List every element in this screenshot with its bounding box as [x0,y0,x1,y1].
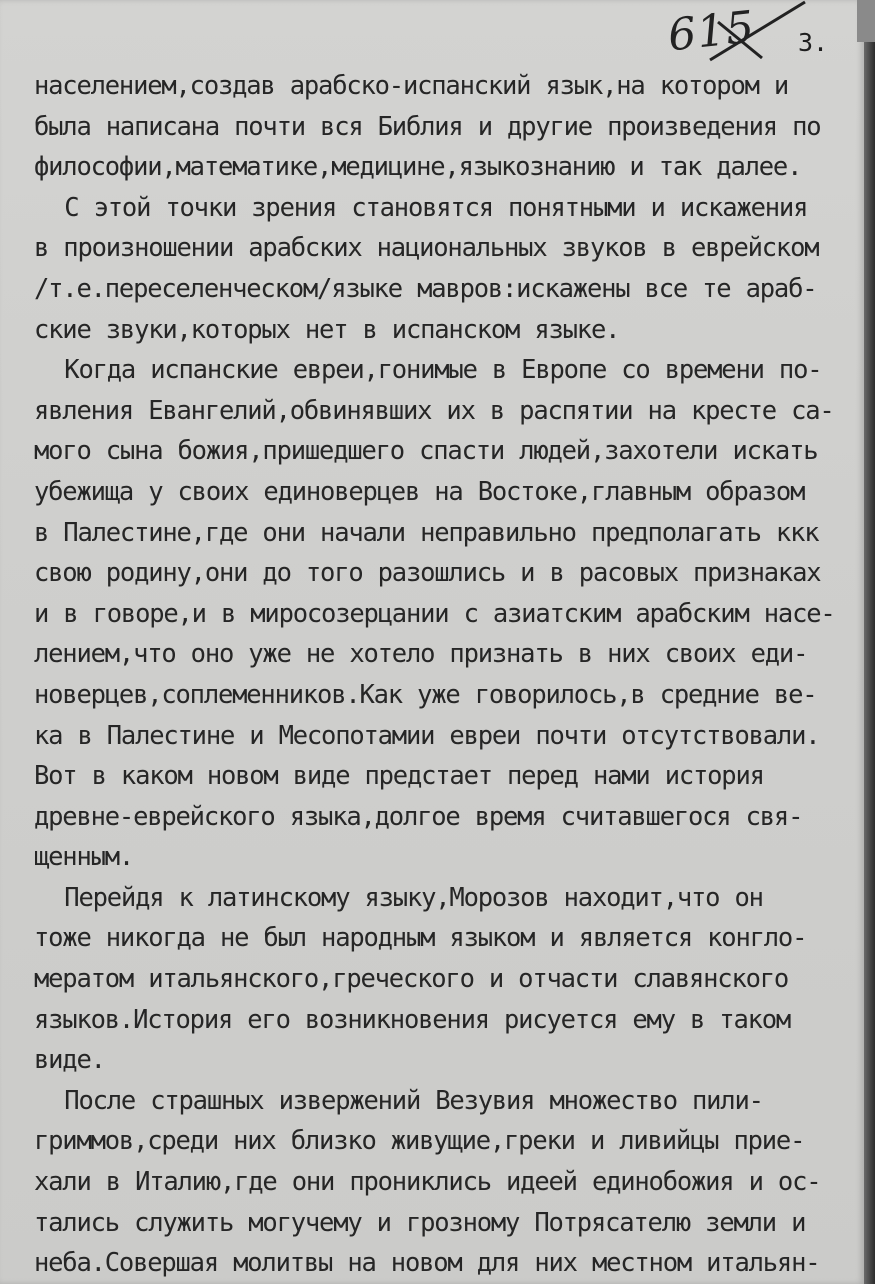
text-line: После страшных извержений Везувия множество пили- [34,1085,763,1116]
text-line: Перейдя к латинскому языку,Морозов находит,что он [34,882,763,913]
text-line: мератом итальянского,греческого и отчасти славянского [34,964,789,995]
text-line: хали в Италию,где они прониклись идеей единобожия и ос- [34,1167,821,1198]
page-edge-shadow [864,0,875,1284]
handwritten-archive-number: 615 [665,1,758,62]
text-line: тоже никогда не был народным языком и является конгло- [34,923,807,954]
text-line: виде. [34,1045,105,1076]
text-line: населением,создав арабско-испанский язык,на котором и [34,71,789,101]
page-number: 3. [798,28,829,57]
text-line: тались служить могучему и грозному Потрясателю земли и [34,1207,806,1238]
text-line: ские звуки,которых нет в испанском языке. [34,314,620,345]
text-line: древне-еврейского языка,долгое время считавшегося свя- [34,801,803,832]
text-line: явления Евангелий,обвинявших их в распятии на кресте са- [34,395,834,426]
text-line: ка в Палестине и Месопотамии евреи почти отсутствовали. [34,720,820,751]
text-line: языков.История его возникновения рисуется ему в таком [34,1004,791,1035]
text-line: философии,математике,медицине,языкознанию и так далее. [34,152,802,183]
page-corner [857,0,875,42]
text-line: убежища у своих единоверцев на Востоке,главным образом [34,476,805,507]
text-line: мого сына божия,пришедшего спасти людей,захотели искать [34,436,818,467]
text-line: и в говоре,и в миросозерцании с азиатским арабским насе- [34,598,835,629]
text-line: гриммов,среди них близко живущие,греки и ливийцы прие- [34,1126,805,1157]
text-line: лением,что оно уже не хотело признать в них своих еди- [34,639,808,670]
text-line: Когда испанские евреи,гонимые в Европе со времени по- [34,355,822,386]
text-line: неба.Совершая молитвы на новом для них местном итальян- [34,1248,820,1279]
text-line: щенным. [34,842,134,873]
text-line: была написана почти вся Библия и другие произведения по [34,111,821,142]
text-line: новерцев,соплеменников.Как уже говорилось,в средние ве- [34,679,817,710]
text-line: свою родину,они до того разошлись и в расовых признаках [34,558,821,589]
text-line: Вот в каком новом виде предстает перед нами история [34,761,764,792]
typewritten-text [34,66,864,1284]
text-line: в произношении арабских национальных звуков в еврейском [34,233,819,264]
text-line: в Палестине,где они начали неправильно предполагать ккк [34,517,819,548]
text-line: С этой точки зрения становятся понятными и искажения [34,192,808,223]
text-line: /т.е.переселенческом/языке мавров:искажены все те араб- [34,273,817,304]
